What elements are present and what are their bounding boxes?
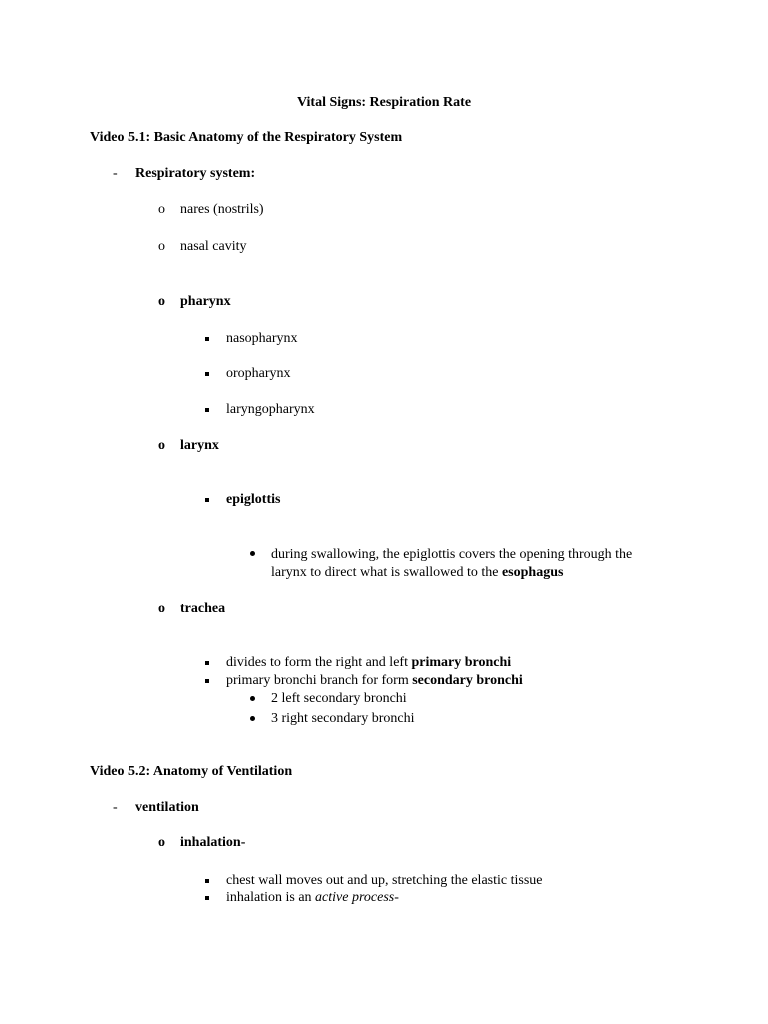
item-right-secondary: 3 right secondary bronchi <box>271 711 415 726</box>
round-bullet <box>250 716 255 721</box>
square-bullet <box>205 498 209 502</box>
circle-bullet: o <box>158 239 165 254</box>
item-larynx: larynx <box>180 438 219 453</box>
item-active-process <box>226 889 399 907</box>
item-respiratory-system: Respiratory system: <box>135 166 256 181</box>
square-bullet <box>205 896 209 900</box>
swallowing-text: larynx to direct what is swallowed to the <box>271 565 502 580</box>
round-bullet <box>250 551 255 556</box>
document-title: Vital Signs: Respiration Rate <box>296 95 472 110</box>
section-heading-video-5-2: Video 5.2: Anatomy of Ventilation <box>90 764 293 779</box>
primary-bronchi-term: primary bronchi <box>411 655 512 670</box>
square-bullet <box>205 337 209 341</box>
section-heading-video-5-1: Video 5.1: Basic Anatomy of the Respiratory System <box>90 130 403 145</box>
square-bullet <box>205 879 209 883</box>
item-pharynx: pharynx <box>180 294 231 309</box>
branch-text: primary bronchi branch for form <box>226 673 413 688</box>
square-bullet <box>205 372 209 376</box>
divides-text: divides to form the right and left <box>226 655 412 670</box>
item-ventilation: ventilation <box>135 800 199 815</box>
round-bullet <box>250 696 255 701</box>
item-swallowing-line-1: during swallowing, the epiglottis covers the opening through the <box>271 547 633 562</box>
item-laryngopharynx: laryngopharynx <box>226 402 315 417</box>
item-trachea: trachea <box>180 601 226 616</box>
circle-bullet: o <box>158 294 165 309</box>
item-nasopharynx: nasopharynx <box>226 331 298 346</box>
esophagus-term: esophagus <box>501 565 564 580</box>
square-bullet <box>205 679 209 683</box>
item-epiglottis: epiglottis <box>226 492 281 507</box>
active-process-term: active process- <box>315 890 399 905</box>
item-nasal-cavity: nasal cavity <box>180 239 247 254</box>
secondary-bronchi-term: secondary bronchi <box>412 673 523 688</box>
circle-bullet: o <box>158 835 165 850</box>
circle-bullet: o <box>158 202 165 217</box>
item-nares: nares (nostrils) <box>180 202 264 217</box>
item-divides <box>226 654 511 672</box>
circle-bullet: o <box>158 601 165 616</box>
item-chest-wall: chest wall moves out and up, stretching the elastic tissue <box>226 873 543 888</box>
item-left-secondary: 2 left secondary bronchi <box>271 691 407 706</box>
dash-bullet: - <box>113 800 118 815</box>
item-swallowing-line-2 <box>271 564 563 582</box>
item-branch <box>226 672 523 690</box>
square-bullet <box>205 408 209 412</box>
item-inhalation: inhalation- <box>180 835 246 850</box>
dash-bullet: - <box>113 166 118 181</box>
square-bullet <box>205 661 209 665</box>
circle-bullet: o <box>158 438 165 453</box>
item-oropharynx: oropharynx <box>226 366 291 381</box>
active-text: inhalation is an <box>226 890 316 905</box>
